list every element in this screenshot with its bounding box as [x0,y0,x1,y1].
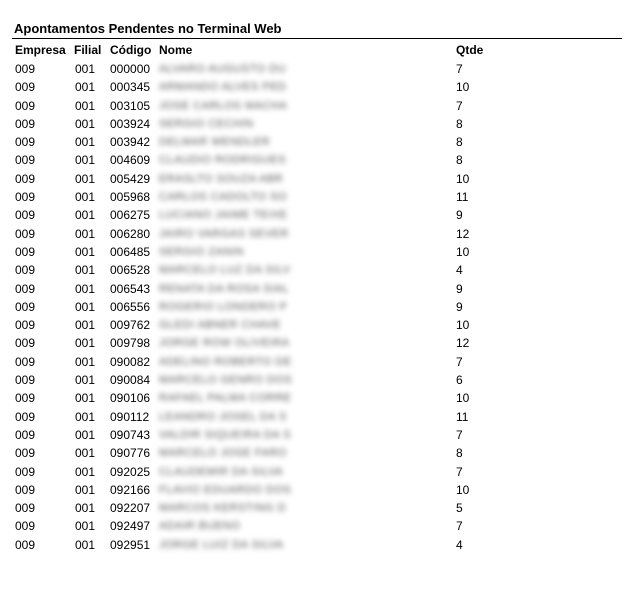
report-title: Apontamentos Pendentes no Terminal Web [14,21,282,36]
cell-filial: 001 [75,446,96,461]
cell-qtde: 10 [456,391,470,406]
table-row [0,152,635,170]
cell-nome: RENATA DA ROSA SIAL [159,282,290,295]
cell-nome: SERGIO ZANIN [159,245,244,258]
cell-empresa: 009 [15,446,36,461]
cell-qtde: 9 [456,281,463,296]
cell-qtde: 10 [456,318,470,333]
cell-filial: 001 [75,427,96,442]
cell-nome: MARCELO GENRO DOS [159,374,293,387]
cell-empresa: 009 [15,281,36,296]
column-header-codigo: Código [110,43,152,57]
cell-codigo: 009762 [110,318,151,333]
cell-empresa: 009 [15,244,36,259]
table-row [0,299,635,317]
cell-codigo: 090743 [110,427,151,442]
cell-qtde: 10 [456,80,470,95]
cell-codigo: 092497 [110,519,151,534]
cell-empresa: 009 [15,501,36,516]
cell-nome: JAIRO VARGAS SEVER [159,227,289,240]
table-row [0,464,635,482]
cell-qtde: 11 [456,409,469,424]
cell-nome: LEANDRO JOSEL DA S [159,410,287,423]
cell-codigo: 006275 [110,208,151,223]
cell-nome: MARCOS KERSTING D [159,502,287,515]
column-header-nome: Nome [159,43,193,57]
cell-codigo: 090776 [110,446,151,461]
cell-nome: ROGERIO LONDERO P [159,300,288,313]
cell-filial: 001 [75,135,96,150]
cell-nome: MARCELO LUZ DA SILV [159,264,291,277]
cell-filial: 001 [75,519,96,534]
cell-nome: ARMANDO ALVES PED [159,81,287,94]
cell-empresa: 009 [15,263,36,278]
cell-empresa: 009 [15,171,36,186]
cell-empresa: 009 [15,226,36,241]
cell-filial: 001 [75,98,96,113]
table-row [0,409,635,427]
cell-filial: 001 [75,354,96,369]
table-row [0,445,635,463]
cell-qtde: 8 [456,153,463,168]
cell-qtde: 4 [456,537,463,552]
cell-filial: 001 [75,153,96,168]
cell-empresa: 009 [15,519,36,534]
cell-nome: ADELINO ROBERTO DE [159,355,292,368]
cell-qtde: 9 [456,299,463,314]
cell-qtde: 12 [456,226,470,241]
cell-nome: RAFAEL PALMA CORRE [159,392,292,405]
cell-codigo: 000345 [110,80,151,95]
table-row [0,189,635,207]
cell-empresa: 009 [15,208,36,223]
cell-codigo: 092207 [110,501,151,516]
cell-empresa: 009 [15,190,36,205]
column-header-filial: Filial [74,43,102,57]
cell-filial: 001 [75,171,96,186]
cell-empresa: 009 [15,464,36,479]
column-header-qtde: Qtde [456,43,484,57]
cell-empresa: 009 [15,299,36,314]
cell-nome: CLAUDIO RODRIGUES [159,154,287,167]
cell-empresa: 009 [15,391,36,406]
cell-nome: CARLOS CADOLTO SO [159,191,287,204]
table-row [0,207,635,225]
cell-codigo: 005968 [110,190,151,205]
cell-nome: GLEDI ABNER CHAVE [159,319,281,332]
cell-filial: 001 [75,464,96,479]
cell-qtde: 7 [456,464,463,479]
cell-qtde: 8 [456,446,463,461]
cell-codigo: 006543 [110,281,151,296]
cell-codigo: 009798 [110,336,151,351]
cell-filial: 001 [75,373,96,388]
cell-nome: JORGE LUIZ DA SILVA [159,538,284,551]
cell-codigo: 090112 [110,409,150,424]
table-row [0,116,635,134]
cell-qtde: 7 [456,98,463,113]
table-row [0,482,635,500]
cell-nome: DELMAR WENDLER [159,136,270,149]
cell-nome: SERGIO CECHIN [159,117,254,130]
cell-codigo: 092025 [110,464,151,479]
table-row [0,518,635,536]
cell-empresa: 009 [15,62,36,76]
table-row [0,335,635,353]
cell-nome: ERASLTO SOUZA ABR [159,172,284,185]
cell-filial: 001 [75,336,96,351]
cell-filial: 001 [75,244,96,259]
cell-filial: 001 [75,190,96,205]
cell-codigo: 000000 [110,62,151,76]
cell-qtde: 7 [456,519,463,534]
cell-filial: 001 [75,62,96,76]
cell-codigo: 090106 [110,391,151,406]
cell-codigo: 092951 [110,537,151,552]
table-row [0,61,635,79]
cell-filial: 001 [75,501,96,516]
cell-codigo: 004609 [110,153,151,168]
cell-filial: 001 [75,263,96,278]
column-header-empresa: Empresa [15,43,66,57]
table-row [0,500,635,518]
cell-filial: 001 [75,482,96,497]
cell-empresa: 009 [15,427,36,442]
cell-nome: MARCELO JOSE FARO [159,447,287,460]
table-row [0,134,635,152]
cell-empresa: 009 [15,537,36,552]
cell-qtde: 12 [456,336,470,351]
cell-codigo: 003924 [110,116,151,131]
cell-empresa: 009 [15,373,36,388]
cell-filial: 001 [75,299,96,314]
table-row [0,537,635,555]
cell-nome: FLAVIO EDUARDO DOS [159,483,292,496]
cell-empresa: 009 [15,354,36,369]
table-row [0,98,635,116]
cell-codigo: 003105 [110,98,151,113]
title-underline [12,38,622,39]
cell-qtde: 7 [456,62,463,76]
cell-empresa: 009 [15,135,36,150]
table-row [0,390,635,408]
cell-nome: LUCIANO JAIME TEIXE [159,209,288,222]
cell-qtde: 7 [456,427,463,442]
cell-qtde: 4 [456,263,463,278]
cell-nome: VALDIR SIQUEIRA DA S [159,428,292,441]
table-row [0,262,635,280]
table-row [0,244,635,262]
cell-empresa: 009 [15,80,36,95]
cell-empresa: 009 [15,153,36,168]
cell-qtde: 10 [456,244,470,259]
table-row [0,317,635,335]
table-row [0,354,635,372]
cell-qtde: 11 [456,190,469,205]
cell-nome: ADAIR BUENO [159,520,241,533]
cell-nome: JOSE CARLOS MACHA [159,99,288,112]
cell-codigo: 006528 [110,263,151,278]
cell-filial: 001 [75,116,96,131]
cell-qtde: 9 [456,208,463,223]
cell-qtde: 5 [456,501,463,516]
cell-empresa: 009 [15,318,36,333]
table-row [0,372,635,390]
table-row [0,79,635,97]
cell-filial: 001 [75,208,96,223]
table-row [0,281,635,299]
cell-empresa: 009 [15,482,36,497]
cell-empresa: 009 [15,336,36,351]
cell-filial: 001 [75,537,96,552]
cell-empresa: 009 [15,116,36,131]
cell-codigo: 006556 [110,299,151,314]
cell-nome: ALVARO AUGUSTO DU [159,63,287,75]
table-row [0,427,635,445]
cell-filial: 001 [75,281,96,296]
cell-codigo: 090084 [110,373,151,388]
cell-qtde: 7 [456,354,463,369]
cell-codigo: 003942 [110,135,151,150]
cell-codigo: 092166 [110,482,151,497]
cell-nome: JORGE ROW OLIVEIRA [159,337,290,350]
cell-filial: 001 [75,391,96,406]
cell-filial: 001 [75,80,96,95]
cell-filial: 001 [75,318,96,333]
cell-qtde: 8 [456,135,463,150]
cell-filial: 001 [75,409,96,424]
cell-codigo: 006485 [110,244,151,259]
cell-qtde: 10 [456,171,470,186]
cell-qtde: 10 [456,482,470,497]
table-row [0,226,635,244]
cell-qtde: 6 [456,373,463,388]
cell-codigo: 006280 [110,226,151,241]
table-body [0,61,635,555]
cell-filial: 001 [75,226,96,241]
cell-nome: CLAUDEMIR DA SILVA [159,465,284,478]
cell-empresa: 009 [15,409,36,424]
cell-codigo: 005429 [110,171,151,186]
cell-empresa: 009 [15,98,36,113]
cell-qtde: 8 [456,116,463,131]
table-row [0,171,635,189]
table-header [0,42,635,58]
cell-codigo: 090082 [110,354,151,369]
